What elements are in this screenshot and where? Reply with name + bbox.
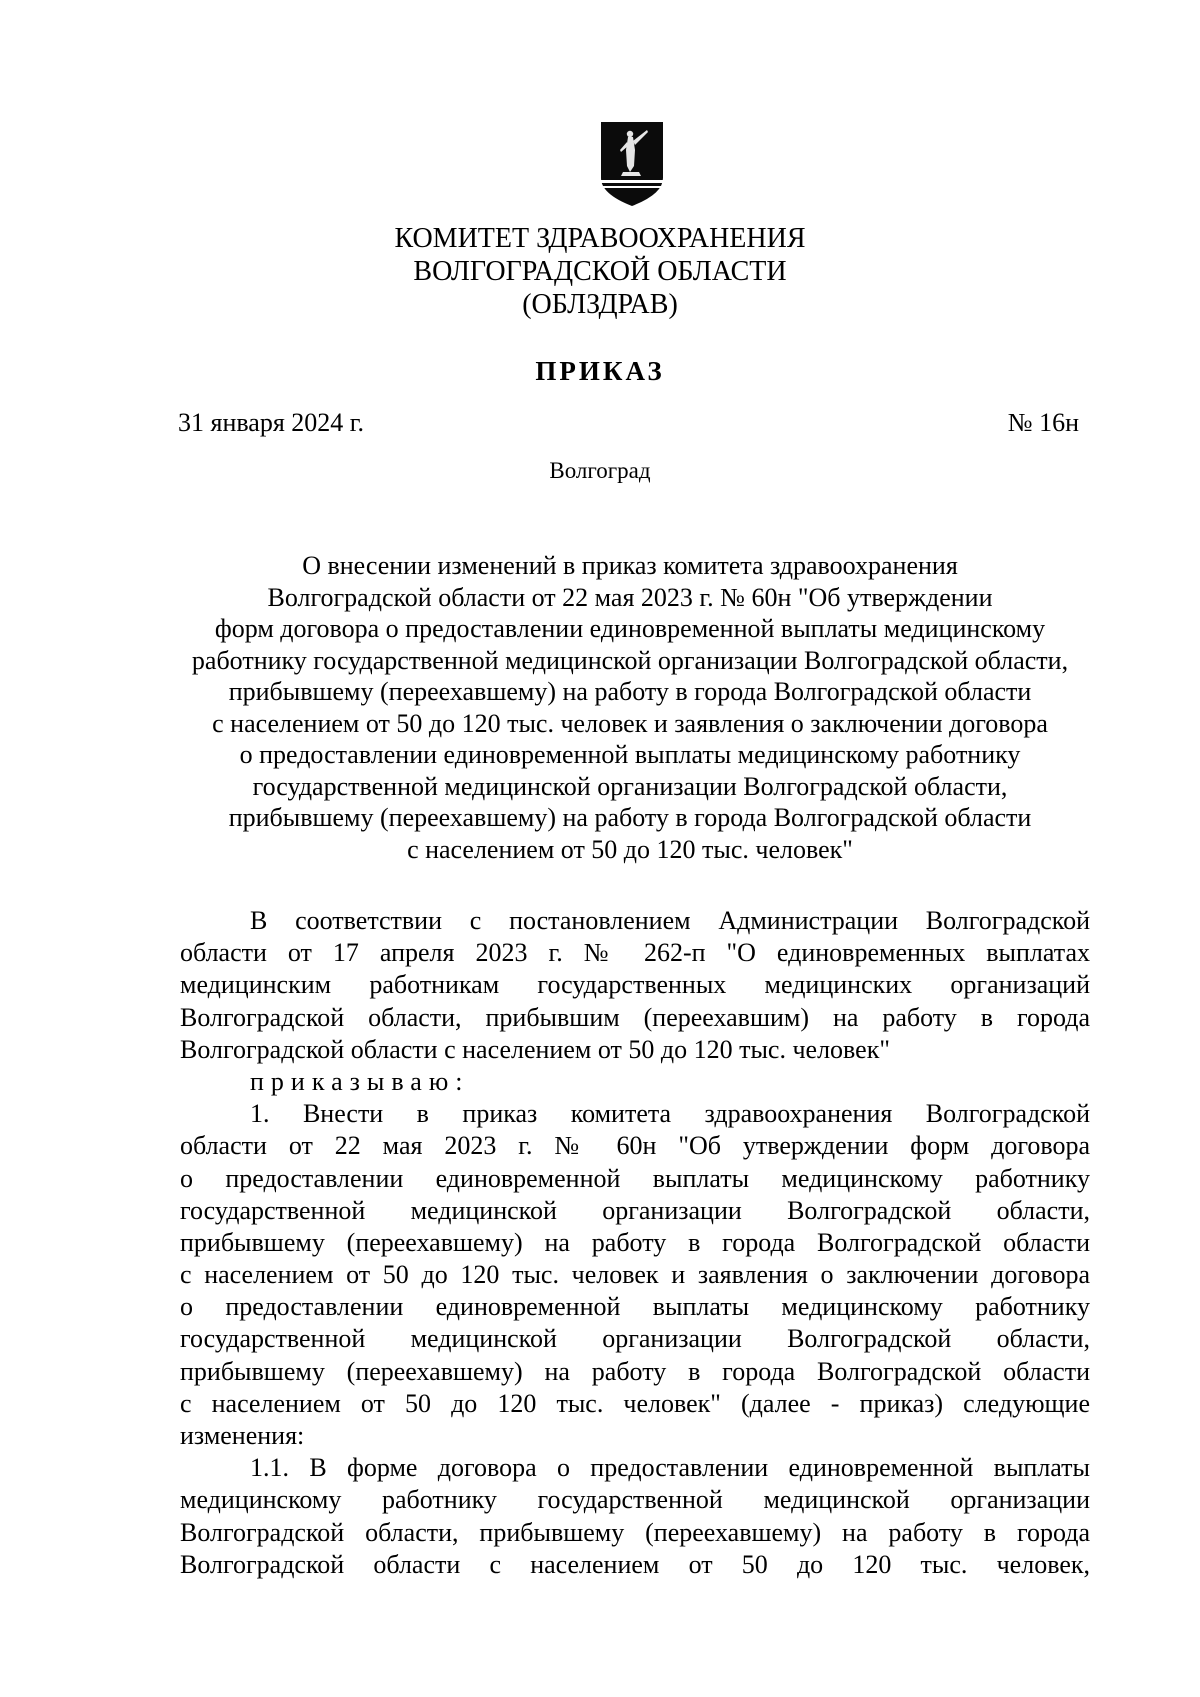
body-line: государственной медицинской организации Волгоградской области, [180,1324,1090,1354]
body-line: области от 22 мая 2023 г. № 60н "Об утверждении форм договора [180,1131,1090,1161]
subject-line: Волгоградской области от 22 мая 2023 г. № 60н "Об утверждении [267,582,993,612]
body-line: прибывшему (переехавшему) на работу в города Волгоградской области [180,1356,1090,1386]
subject-line: форм договора о предоставлении единовременной выплаты медицинскому [214,614,1046,643]
order-city: Волгоград [549,458,651,483]
volgograd-coat-of-arms-icon [599,120,665,208]
body-line: 1.1. В форме договора о предоставлении единовременной выплаты [250,1453,1090,1483]
org-line: (ОБЛЗДРАВ) [522,289,678,320]
subject-line: прибывшему (переехавшему) на работу в города Волгоградской области [228,803,1032,832]
order-date: 31 января 2024 г. [178,408,365,437]
body-line: медицинским работникам государственных медицинских организаций [180,970,1090,1000]
subject-line: государственной медицинской организации Волгоградской области, [252,771,1008,801]
body-line: В соответствии с постановлением Администрации Волгоградской [250,906,1090,935]
subject-line: прибывшему (переехавшему) на работу в города Волгоградской области [228,677,1032,706]
order-number: № 16н [1007,408,1079,437]
body-line: области от 17 апреля 2023 г. № 262-п "О единовременных выплатах [180,938,1090,968]
subject-line: работнику государственной медицинской организации Волгоградской области, [191,645,1069,675]
subject-line: о предоставлении единовременной выплаты медицинскому работнику [239,740,1021,769]
body-line: прибывшему (переехавшему) на работу в города Волгоградской области [180,1227,1090,1257]
org-line: ВОЛГОГРАДСКОЙ ОБЛАСТИ [413,256,787,287]
body-line: изменения: [180,1421,305,1450]
body-line: 1. Внести в приказ комитета здравоохранения Волгоградской [250,1099,1090,1129]
body-line-order-verb: приказываю: [250,1066,470,1096]
body-line: Волгоградской области, прибывшему (переехавшему) на работу в города [180,1517,1090,1547]
body-line: с населением от 50 до 120 тыс. человек" (далее - приказ) следующие [180,1388,1090,1418]
order-body [180,905,1090,1581]
organization-name [0,222,1200,321]
subject-line: с населением от 50 до 120 тыс. человек" [407,834,853,864]
body-line: Волгоградской области с населением от 50 до 120 тыс. человек" [180,1034,890,1064]
body-line: о предоставлении единовременной выплаты медицинскому работнику [180,1163,1090,1193]
subject-line: О внесении изменений в приказ комитета здравоохранения [302,551,958,580]
body-line: о предоставлении единовременной выплаты медицинскому работнику [180,1292,1090,1322]
body-line: с населением от 50 до 120 тыс. человек и заявления о заключении договора [180,1260,1090,1290]
body-line: государственной медицинской организации Волгоградской области, [180,1195,1090,1225]
body-line: медицинскому работнику государственной медицинской организации [180,1485,1090,1515]
order-title: ПРИКАЗ [535,356,665,386]
subject-line: с населением от 50 до 120 тыс. человек и заявления о заключении договора [212,708,1048,738]
body-line: Волгоградской области с населением от 50 до 120 тыс. человек, [180,1549,1090,1579]
body-line: Волгоградской области, прибывшим (переехавшим) на работу в города [180,1002,1090,1032]
org-line: КОМИТЕТ ЗДРАВООХРАНЕНИЯ [394,223,806,254]
order-subject [170,550,1090,865]
